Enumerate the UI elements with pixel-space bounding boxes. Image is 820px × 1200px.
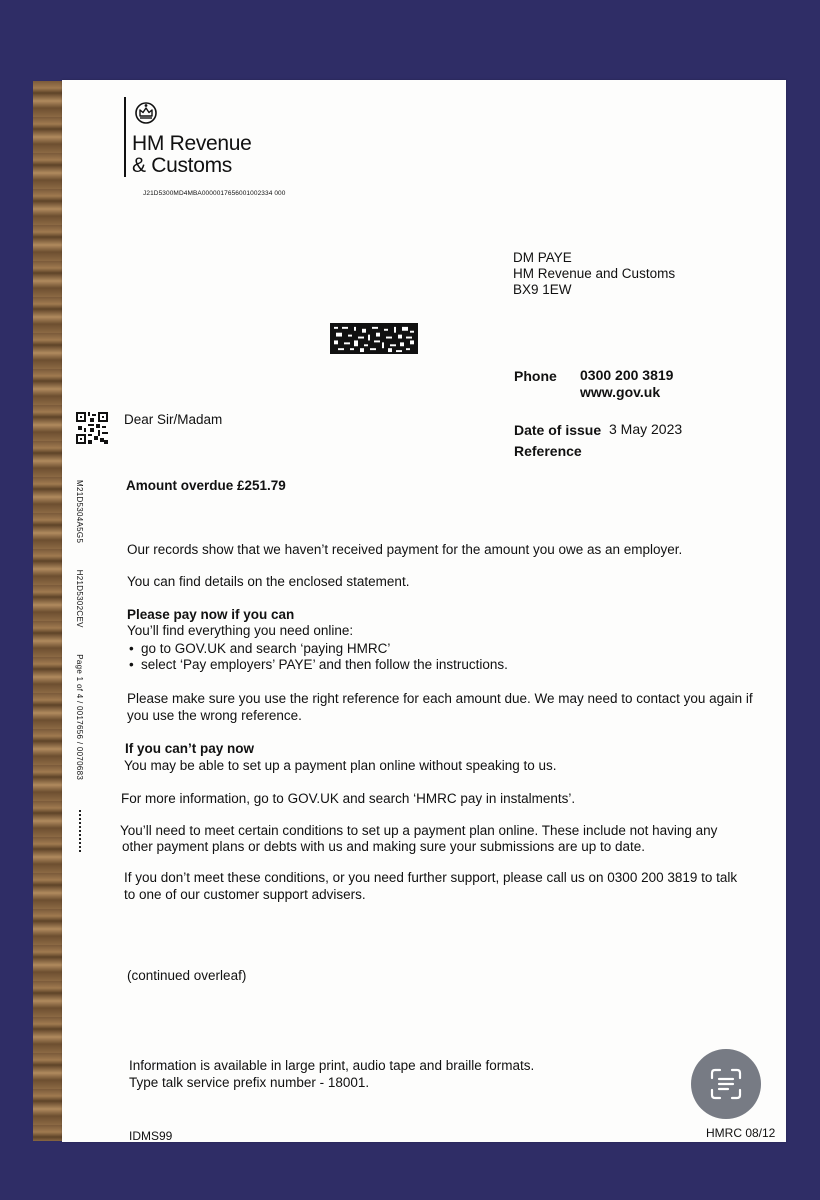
logo-text-line2: & Customs <box>132 154 232 177</box>
footer-accessibility-line1: Information is available in large print, audio tape and braille formats. <box>129 1058 535 1073</box>
cant-pay-heading: If you can’t pay now <box>125 741 255 756</box>
pay-step-1: • go to GOV.UK and search ‘paying HMRC’ <box>129 641 508 657</box>
paragraph-support-line1: If you don’t meet these conditions, or you need further support, please call us on 0300 200 3819 to talk <box>124 870 738 885</box>
paragraph-conditions-line2: other payment plans or debts with us and making sure your submissions are up to date. <box>122 839 646 854</box>
continued-overleaf: (continued overleaf) <box>127 968 247 983</box>
royal-crest-icon <box>134 99 158 125</box>
scan-text-button[interactable] <box>691 1049 761 1119</box>
sender-address-line1: DM PAYE <box>513 250 572 265</box>
cant-pay-text: You may be able to set up a payment plan online without speaking to us. <box>124 758 557 773</box>
scan-text-icon <box>709 1067 743 1101</box>
salutation: Dear Sir/Madam <box>124 412 223 427</box>
phone-number: 0300 200 3819 <box>580 367 674 383</box>
date-of-issue-value: 3 May 2023 <box>609 421 683 437</box>
pay-step-2: • select ‘Pay employers’ PAYE’ and then follow the instructions. <box>129 657 508 673</box>
margin-reference-codes <box>75 480 84 780</box>
pay-now-heading: Please pay now if you can <box>127 607 295 622</box>
form-version: HMRC 08/12 <box>706 1126 776 1140</box>
pay-steps-list <box>129 641 508 673</box>
datamatrix-barcode <box>330 323 418 354</box>
logo-text-line1: HM Revenue <box>132 132 252 155</box>
website: www.gov.uk <box>580 384 661 400</box>
paragraph-support-line2: to one of our customer support advisers. <box>124 887 366 902</box>
hmrc-letter <box>62 80 786 1142</box>
margin-code-1: M21D5304A5G5 <box>75 480 84 544</box>
tracking-code: J21D5300MD4MBA00000176560010023‌34 000 <box>143 190 286 197</box>
logo-rule <box>124 97 126 177</box>
margin-code-2: H21D5302CEV <box>75 569 84 628</box>
paragraph-reference-line2: you use the wrong reference. <box>127 708 302 723</box>
sender-address-line3: BX9 1EW <box>513 282 572 297</box>
phone-label: Phone <box>514 368 557 384</box>
pay-now-intro: You’ll find everything you need online: <box>127 623 354 638</box>
margin-page-info: Page 1 of 4 / 0017656 / 0070683 <box>75 654 84 781</box>
qr-code <box>76 412 108 444</box>
form-code: IDMS99 <box>129 1129 173 1142</box>
footer-accessibility-line2: Type talk service prefix number - 18001. <box>129 1075 370 1090</box>
perforation-marks <box>79 810 81 854</box>
paragraph-conditions-line1: You’ll need to meet certain conditions to set up a payment plan online. These include not having any <box>120 823 718 838</box>
sender-address-line2: HM Revenue and Customs <box>513 266 676 281</box>
reference-label: Reference <box>514 443 582 459</box>
paragraph-statement: You can find details on the enclosed statement. <box>127 574 410 589</box>
amount-overdue-heading: Amount overdue £251.79 <box>126 478 286 493</box>
more-information: For more information, go to GOV.UK and search ‘HMRC pay in instalments’. <box>121 791 576 806</box>
paragraph-records: Our records show that we haven’t received payment for the amount you owe as an employer. <box>127 542 683 557</box>
date-of-issue-label: Date of issue <box>514 422 602 438</box>
paragraph-reference-line1: Please make sure you use the right reference for each amount due. We may need to contact you again if <box>127 691 753 706</box>
